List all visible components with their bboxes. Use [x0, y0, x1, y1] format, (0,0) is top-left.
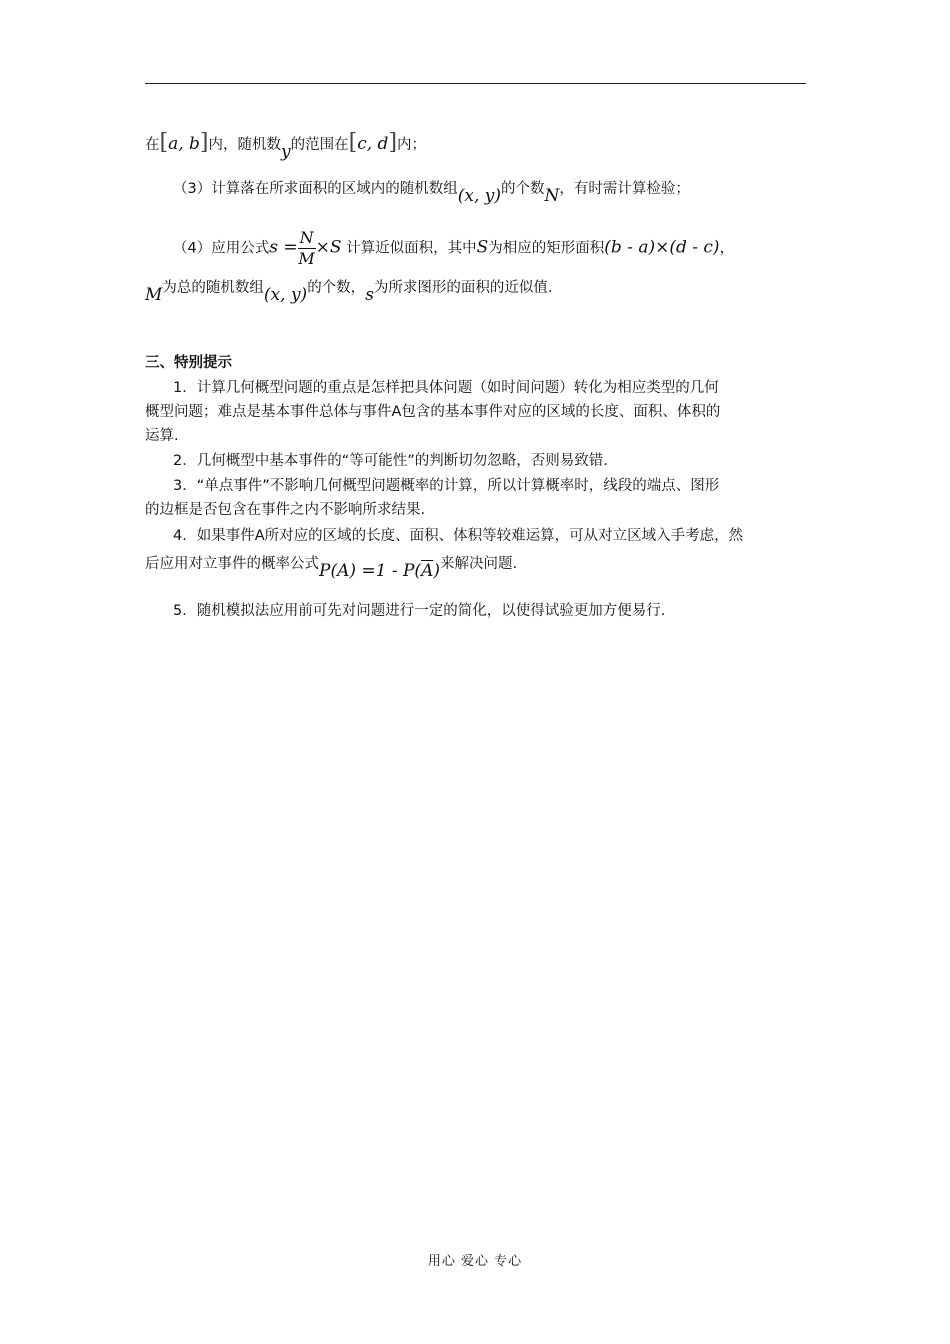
interval-cd: c, d — [357, 134, 389, 154]
tip-5: 5．随机模拟法应用前可先对问题进行一定的简化，以使得试验更加方便易行. — [173, 603, 666, 619]
tip-3-line-2: 的边框是否包含在事件之内不影响所求结果. — [145, 502, 426, 518]
interval-ab: a, b — [168, 134, 200, 154]
tip-4-line-1: 4．如果事件A所对应的区域的长度、面积、体积等较难运算，可从对立区域入手考虑，然 — [173, 528, 744, 544]
text-fragment: 为相应的矩形面积 — [488, 240, 605, 257]
step-4 — [173, 228, 734, 269]
text-fragment: 来解决问题. — [440, 556, 518, 572]
bracket-left: [ — [159, 130, 169, 155]
tip-2: 2．几何概型中基本事件的“等可能性”的判断切勿忽略，否则易致错. — [173, 453, 608, 469]
text-fragment: 内，随机数 — [208, 137, 282, 153]
text-fragment: 计算近似面积，其中 — [346, 240, 477, 257]
tip-1-line-1: 1．计算几何概型问题的重点是怎样把具体问题（如时间问题）转化为相应类型的几何 — [173, 380, 719, 396]
var-M: M — [145, 285, 163, 305]
text-fragment: 为所求图形的面积的近似值. — [373, 280, 553, 296]
rect-area-expression: (b - a)×(d - c) — [604, 237, 720, 258]
step-3 — [173, 178, 690, 206]
formula-lhs: s = — [269, 237, 298, 258]
pair-xy: (x, y) — [263, 285, 308, 305]
tip-1-line-2: 概型问题；难点是基本事件总体与事件A包含的基本事件对应的区域的长度、面积、体积的 — [145, 404, 721, 420]
complement-event: $\overline{A}$ — [421, 561, 434, 581]
text-fragment: 在 — [145, 137, 160, 153]
var-y: y — [281, 142, 291, 162]
text-fragment: （4）应用公式 — [173, 240, 270, 257]
tip-1-line-3: 运算. — [145, 428, 179, 444]
text-fragment: 内； — [397, 137, 427, 153]
pair-xy: (x, y) — [457, 186, 501, 206]
fraction-numerator: N — [299, 228, 314, 247]
bracket-left: [ — [348, 130, 358, 155]
formula-rhs: ×S — [315, 237, 342, 258]
formula-part: P(A) =1 - P( — [319, 561, 422, 581]
text-fragment: ， — [719, 240, 735, 257]
step-4-continued — [145, 277, 553, 305]
text-fragment: 为总的随机数组 — [162, 280, 264, 296]
var-s: s — [365, 285, 374, 305]
bracket-right: ] — [388, 130, 398, 155]
var-N: N — [544, 186, 560, 206]
text-fragment: 后应用对立事件的概率公式 — [145, 556, 319, 572]
var-S: S — [476, 237, 489, 258]
formula-part: ) — [433, 561, 440, 581]
tip-4-line-2 — [145, 553, 518, 581]
range-line — [145, 130, 427, 162]
page-footer: 用心 爱心 专心 — [427, 1254, 523, 1269]
text-fragment: 的个数， — [307, 280, 366, 296]
header-rule — [145, 83, 806, 84]
text-fragment: （3）计算落在所求面积的区域内的随机数组 — [173, 181, 458, 197]
tip-3-line-1: 3．“单点事件”不影响几何概型问题概率的计算，所以计算概率时，线段的端点、图形 — [173, 478, 720, 494]
complement-probability-formula — [319, 561, 440, 581]
bracket-right: ] — [199, 130, 209, 155]
fraction-denominator: M — [298, 249, 315, 268]
text-fragment: 的范围在 — [290, 137, 349, 153]
section-title: 三、特别提示 — [145, 355, 232, 371]
text-fragment: 的个数 — [501, 181, 545, 197]
text-fragment: ，有时需计算检验； — [559, 181, 690, 197]
fraction-N-over-M — [298, 228, 316, 269]
